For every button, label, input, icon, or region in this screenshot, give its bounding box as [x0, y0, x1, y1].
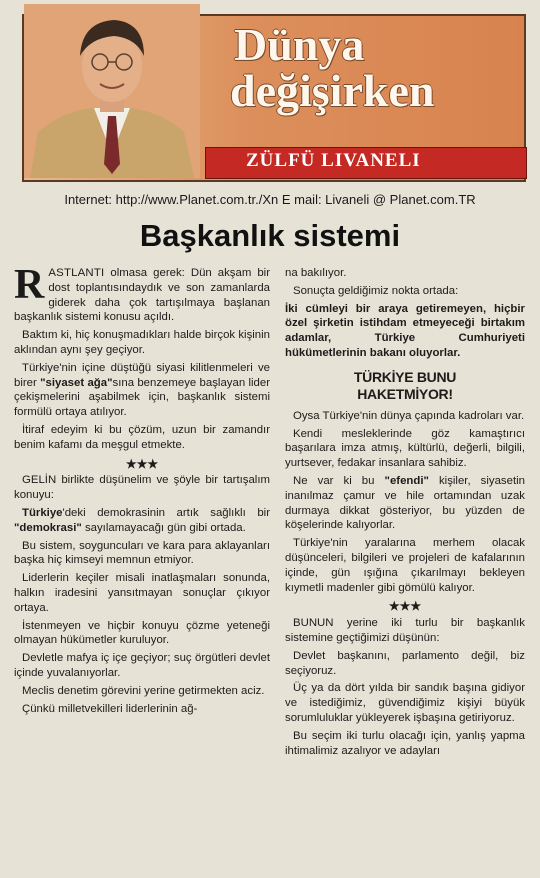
paragraph: Liderlerin keçiler misali inatlaşmaları sonunda, halkın iradesini yansıtmayan sonuçlar çıkıyor ortaya.	[14, 572, 270, 614]
paragraph: Bu seçim iki turlu olacağı için, yanlış yapma ihtimalimiz azalıyor ve adayları	[285, 729, 525, 757]
paragraph: Devletle mafya iç içe geçiyor; suç örgütleri devlet içinde yuvalanıyorlar.	[14, 652, 270, 679]
article-subheading: TÜRKİYE BUNU HAKETMİYOR!	[353, 368, 457, 402]
paragraph: BUNUN yerine iki turlu bir başkanlık sistemine geçtiğimizi düşünün:	[285, 617, 525, 644]
article-column-right	[285, 266, 525, 761]
paragraph: Baktım ki, hiç konuşmadıkları halde birçok kişinin aklından aynı şey geçiyor.	[14, 329, 270, 356]
paragraph: İstenmeyen ve hiçbir konuyu çözme yeteneği olmayan hükümetler kuruluyor.	[14, 619, 270, 647]
article-column-left	[14, 262, 270, 719]
paragraph: RASTLANTI olmasa gerek: Dün akşam bir dost toplantısındaydık ve son zamanlarda giderek daha çok tartışılmaya başlanan başkanlık sistemi konusu açıldı.	[14, 262, 270, 324]
paragraph: Kendi mesleklerinde göz kamaştırıcı başarılara imza atmış, kültürlü, değerli, bilgili, yurtsever, fedakar insanlara sahibiz.	[285, 427, 525, 470]
paragraph: Çünkü milletvekilleri liderlerinin ağ-	[22, 702, 198, 715]
paragraph: Sonuçta geldiğimiz nokta ortada:	[293, 284, 459, 297]
paragraph: na bakılıyor.	[285, 267, 347, 279]
paragraph: Türkiye'nin içine düştüğü siyasi kilitlenmeleri ve birer "siyaset ağa"sına benzemeye başlayan lider çekişmelerini aşabilmek için, başkanlık sistemi formülü ortaya atılıyor.	[14, 361, 270, 419]
column-title	[230, 19, 520, 116]
paragraph: Devlet başkanını, parlamento değil, biz seçiyoruz.	[285, 649, 525, 677]
author-byline: ZÜLFÜ LIVANELI	[246, 150, 421, 171]
paragraph: Bu sistem, soyguncuları ve kara para aklayanları başka hiç kimseyi memnun etmiyor.	[14, 539, 270, 567]
article-headline: Başkanlık sistemi	[139, 218, 401, 253]
paragraph: Üç ya da dört yılda bir sandık başına gidiyor ve istediğimiz, güvendiğimiz kişiyi büyük sorumluluklar yükleyerek işbaşına getiriyoruz.	[285, 682, 525, 724]
column-title-line2: değişirken	[230, 65, 435, 116]
paragraph: Ne var ki bu "efendi" kişiler, siyasetin inanılmaz çamur ve hile ortamından uzak durmaya dikkat gösteriyor, bu yüzden de köşelerinde kalıyorlar.	[285, 474, 525, 532]
drop-cap: R	[14, 262, 45, 308]
paragraph: GELİN birlikte düşünelim ve şöyle bir tartışalım konuyu:	[14, 474, 270, 502]
contact-line: Internet: http://www.Planet.com.tr./Xn E mail: Livaneli @ Planet.com.TR	[64, 192, 476, 207]
paragraph: Meclis denetim görevini yerine getirmekten aciz.	[22, 684, 265, 697]
paragraph: Türkiye'deki demokrasinin artık sağlıklı bir "demokrasi" sayılamayacağı gün gibi ortada.	[14, 506, 270, 534]
paragraph: Türkiye'nin yaralarına merhem olacak düşünceleri, bilgileri ve projeleri de kafalarının içinde, gün ışığına çıkarılmayı bekleyen kıymetli madenler gibi gömülü kalıyor.	[285, 537, 525, 594]
section-divider-stars: ★★★	[125, 456, 159, 471]
paragraph: İtiraf edeyim ki bu çözüm, uzun bir zamandır benim kafamı da meşgul etmekte.	[14, 423, 270, 451]
section-divider-stars: ★★★	[388, 599, 422, 614]
paragraph: Oysa Türkiye'nin dünya çapında kadroları var.	[293, 409, 525, 422]
paragraph: İki cümleyi bir araya getiremeyen, hiçbir özel şirketin istihdam etmeyeceği birtakım adamlar, Türkiye Cumhuriyeti hükümetlerinin bakanı oluyorlar.	[285, 302, 525, 359]
column-title-line1: Dünya	[234, 19, 365, 70]
author-portrait	[24, 4, 200, 178]
